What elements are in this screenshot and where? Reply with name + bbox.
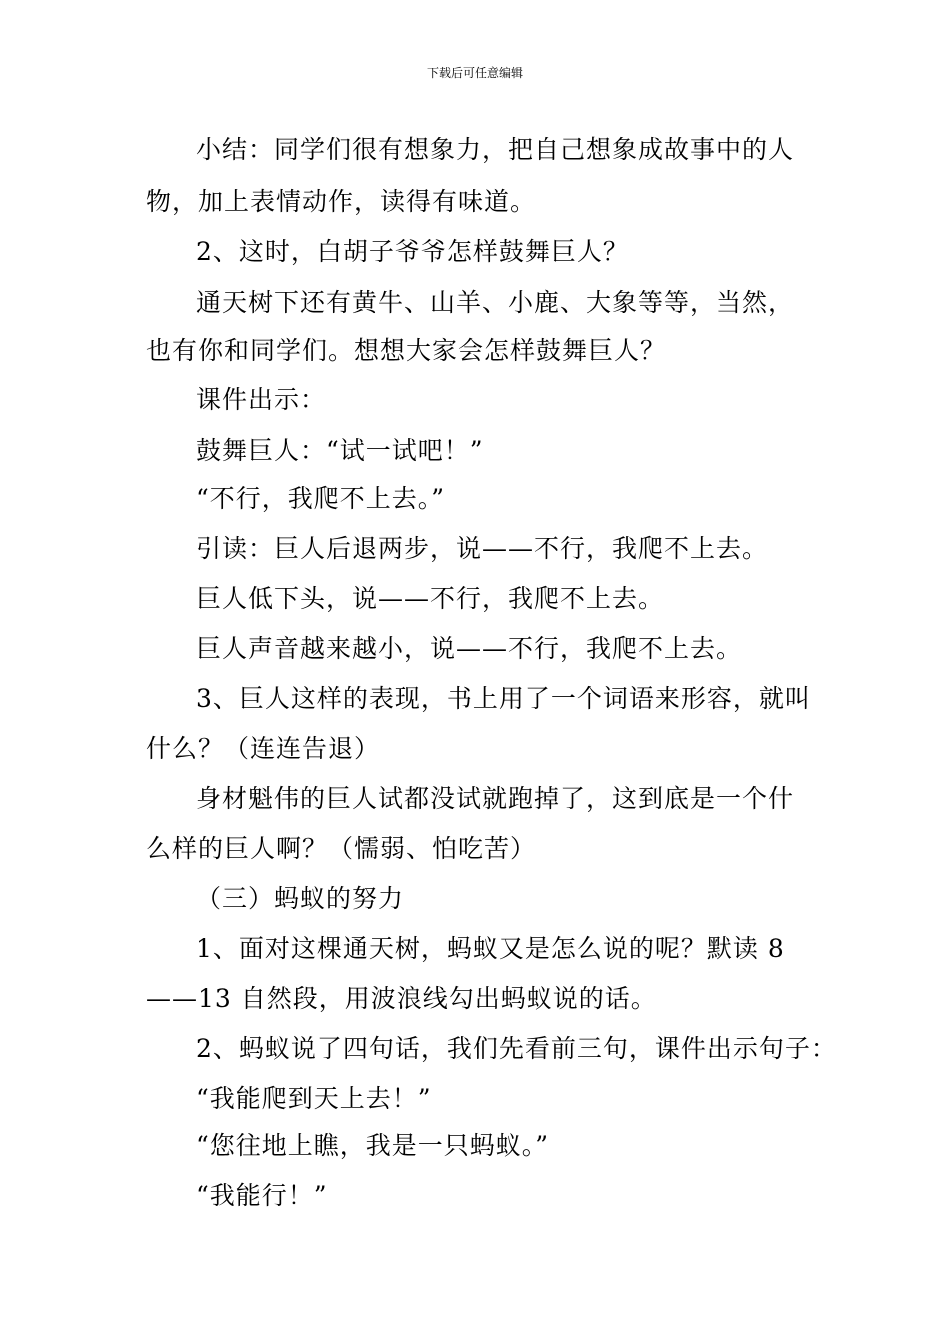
- paragraph-line: “我能行！”: [196, 1181, 328, 1210]
- paragraph-line: “我能爬到天上去！”: [196, 1084, 432, 1113]
- paragraph-line: 身材魁伟的巨人试都没试就跑掉了，这到底是一个什: [196, 784, 795, 813]
- paragraph-line: 引读：巨人后退两步，说——不行，我爬不上去。: [196, 534, 769, 563]
- section-heading: （三）蚂蚁的努力: [196, 884, 405, 913]
- paragraph-line: 1、面对这棵通天树，蚂蚁又是怎么说的呢？默读 8: [196, 934, 785, 963]
- paragraph-line: ——13 自然段，用波浪线勾出蚂蚁说的话。: [146, 984, 657, 1013]
- paragraph-line: 小结：同学们很有想象力，把自己想象成故事中的人: [196, 135, 795, 164]
- paragraph-line: 通天树下还有黄牛、山羊、小鹿、大象等等，当然，: [196, 288, 795, 317]
- paragraph-line: 物，加上表情动作，读得有味道。: [146, 187, 537, 216]
- paragraph-line: 2、蚂蚁说了四句话，我们先看前三句，课件出示句子：: [196, 1034, 837, 1063]
- paragraph-line: “您往地上瞧，我是一只蚂蚁。”: [196, 1131, 550, 1160]
- paragraph-line: 也有你和同学们。想想大家会怎样鼓舞巨人？: [146, 336, 667, 365]
- paragraph-line: 3、巨人这样的表现，书上用了一个词语来形容，就叫: [196, 684, 811, 713]
- paragraph-line: 课件出示：: [196, 385, 327, 414]
- paragraph-line: “不行，我爬不上去。”: [196, 484, 446, 513]
- paragraph-line: 鼓舞巨人：“试一试吧！”: [196, 436, 484, 465]
- paragraph-line: 么样的巨人啊？（懦弱、怕吃苦）: [146, 834, 537, 863]
- paragraph-line: 巨人低下头，说——不行，我爬不上去。: [196, 584, 665, 613]
- paragraph-line: 什么？（连连告退）: [146, 734, 381, 763]
- page-header: 下载后可任意编辑: [426, 66, 523, 80]
- paragraph-line: 2、这时，白胡子爷爷怎样鼓舞巨人？: [196, 237, 629, 266]
- paragraph-line: 巨人声音越来越小，说——不行，我爬不上去。: [196, 634, 743, 663]
